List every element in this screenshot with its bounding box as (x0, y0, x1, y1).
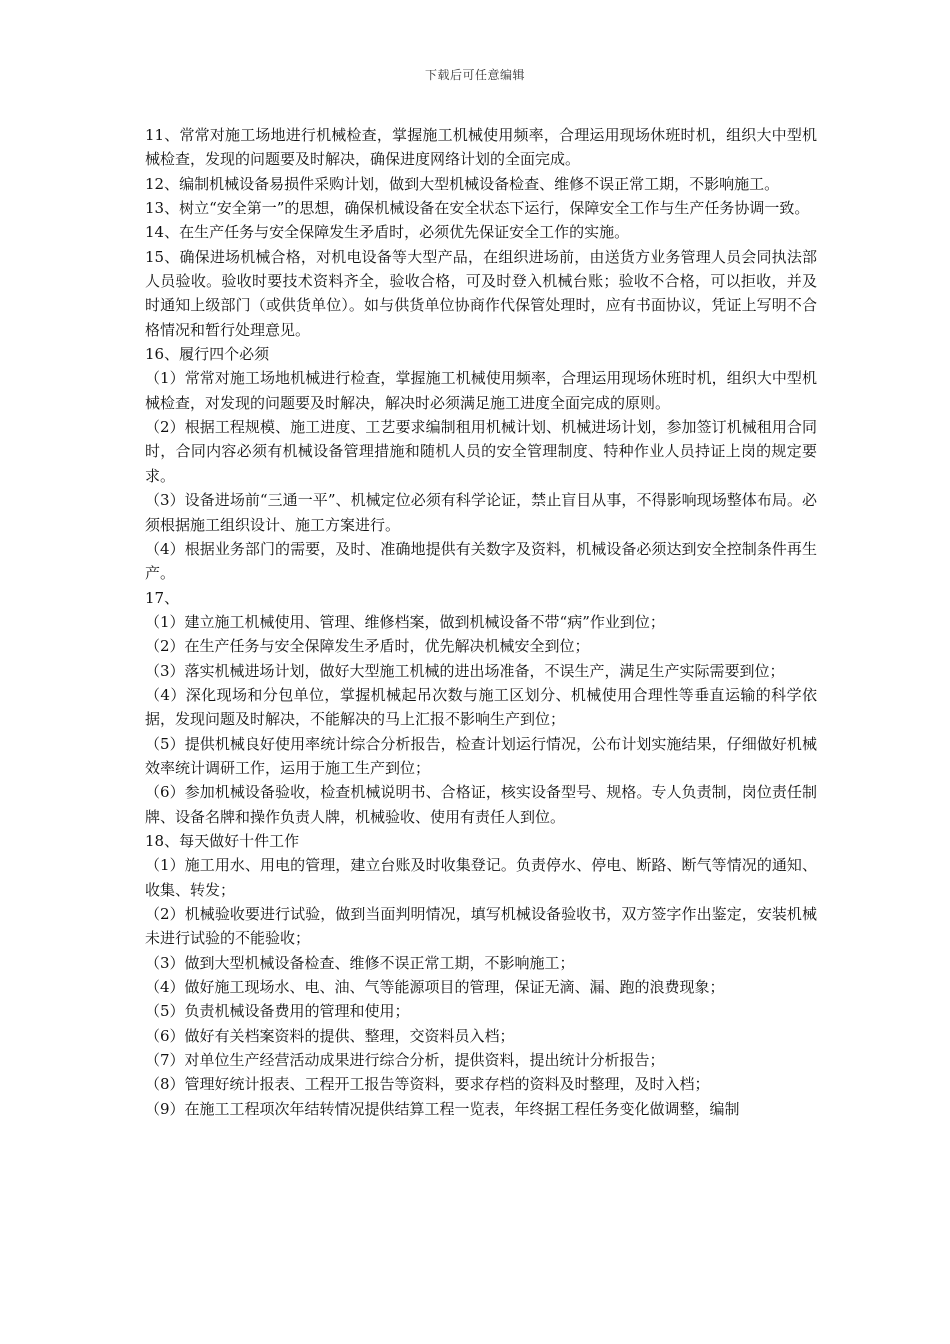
paragraph-12: 12、编制机械设备易损件采购计划，做到大型机械设备检查、维修不误正常工期，不影响施工。 (145, 174, 780, 193)
document-body (145, 123, 817, 1121)
list-item-18-8: （8）管理好统计报表、工程开工报告等资料，要求存档的资料及时整理，及时入档； (145, 1075, 710, 1094)
list-item-17-3: （3）落实机械进场计划，做好大型施工机械的进出场准备，不误生产，满足生产实际需要到位； (145, 661, 785, 680)
page-header: 下载后可任意编辑 (424, 68, 525, 82)
paragraph-13: 13、树立“安全第一”的思想，确保机械设备在安全状态下运行，保障安全工作与生产任务协调一致。 (145, 199, 810, 218)
list-item-18-4: （4）做好施工现场水、电、油、气等能源项目的管理，保证无滴、漏、跑的浪费现象； (145, 978, 725, 997)
list-item-18-6: （6）做好有关档案资料的提供、整理，交资料员入档； (145, 1026, 515, 1045)
list-item-17-5: （5）提供机械良好使用率统计综合分析报告，检查计划运行情况，公布计划实施结果，仔细做好机械效率统计调研工作，运用于施工生产到位； (145, 734, 817, 777)
section-heading-17: 17、 (145, 588, 180, 607)
paragraph-11: 11、常常对施工场地进行机械检查，掌握施工机械使用频率，合理运用现场休班时机，组织大中型机械检查，发现的问题要及时解决，确保进度网络计划的全面完成。 (145, 126, 817, 169)
paragraph-14: 14、在生产任务与安全保障发生矛盾时，必须优先保证安全工作的实施。 (145, 223, 630, 242)
list-item-18-3: （3）做到大型机械设备检查、维修不误正常工期，不影响施工； (145, 953, 575, 972)
list-item-16-2: （2）根据工程规模、施工进度、工艺要求编制租用机械计划、机械进场计划，参加签订机械租用合同时，合同内容必须有机械设备管理措施和随机人员的安全管理制度、特种作业人员持证上岗的规定要求。 (145, 418, 817, 485)
list-item-18-9: （9）在施工工程项次年结转情况提供结算工程一览表，年终据工程任务变化做调整，编制 (145, 1099, 740, 1118)
section-heading-16: 16、履行四个必须 (145, 345, 270, 364)
list-item-18-2: （2）机械验收要进行试验，做到当面判明情况，填写机械设备验收书，双方签字作出鉴定，安装机械未进行试验的不能验收； (145, 905, 817, 948)
list-item-18-7: （7）对单位生产经营活动成果进行综合分析，提供资料，提出统计分析报告； (145, 1051, 665, 1070)
list-item-16-3: （3）设备进场前“三通一平”、机械定位必须有科学论证，禁止盲目从事，不得影响现场整体布局。必须根据施工组织设计、施工方案进行。 (145, 491, 817, 534)
list-item-17-6: （6）参加机械设备验收，检查机械说明书、合格证，核实设备型号、规格。专人负责制，岗位责任制牌、设备名牌和操作负责人牌，机械验收、使用有责任人到位。 (145, 783, 817, 826)
list-item-16-4: （4）根据业务部门的需要，及时、准确地提供有关数字及资料，机械设备必须达到安全控制条件再生产。 (145, 539, 817, 583)
list-item-17-2: （2）在生产任务与安全保障发生矛盾时，优先解决机械安全到位； (145, 637, 590, 656)
list-item-16-1: （1）常常对施工场地机械进行检查，掌握施工机械使用频率，合理运用现场休班时机，组织大中型机械检查，对发现的问题要及时解决，解决时必须满足施工进度全面完成的原则。 (145, 369, 817, 412)
section-heading-18: 18、每天做好十件工作 (145, 831, 300, 850)
list-item-18-5: （5）负责机械设备费用的管理和使用； (145, 1002, 410, 1021)
list-item-17-1: （1）建立施工机械使用、管理、维修档案，做到机械设备不带“病”作业到位； (145, 612, 665, 631)
list-item-18-1: （1）施工用水、用电的管理，建立台账及时收集登记。负责停水、停电、断路、断气等情况的通知、收集、转发； (145, 856, 817, 899)
paragraph-15: 15、确保进场机械合格，对机电设备等大型产品，在组织进场前，由送货方业务管理人员会同执法部人员验收。验收时要技术资料齐全，验收合格，可及时登入机械台账；验收不合格，可以拒收，并及时通知上级部门（或供货单位）。如与供货单位协商作代保管处理时，应有书面协议，凭证上写明不合格情况和暂行处理意见。 (145, 247, 817, 339)
list-item-17-4: （4）深化现场和分包单位，掌握机械起吊次数与施工区划分、机械使用合理性等垂直运输的科学依据，发现问题及时解决，不能解决的马上汇报不影响生产到位； (145, 685, 817, 729)
